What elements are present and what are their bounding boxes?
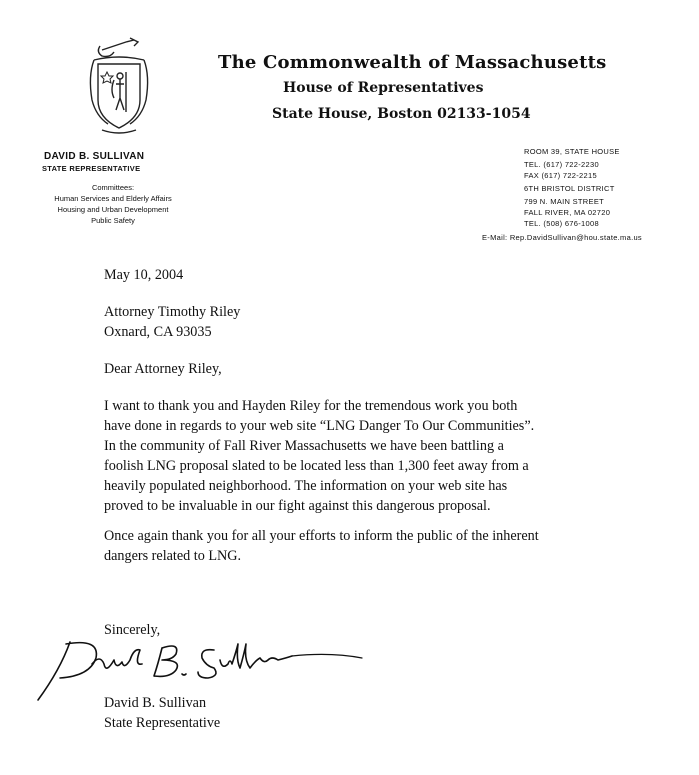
massachusetts-seal-icon [80,36,158,138]
signer-name: David B. Sullivan [104,695,207,711]
recipient-name: Attorney Timothy Riley [104,304,241,320]
paragraph-line: Once again thank you for all your efforts to inform the public of the inherent [104,528,539,544]
letterhead-house: House of Representatives [283,80,484,96]
committee-item: Public Safety [91,216,135,225]
committees-label: Committees: [91,183,135,192]
letterhead-title: The Commonwealth of Massachusetts [218,52,607,73]
office-tel: TEL. (617) 722-2230 [524,160,599,169]
letterhead-address: State House, Boston 02133-1054 [272,106,531,122]
paragraph-line: In the community of Fall River Massachusetts we have been battling a [104,438,504,454]
paragraph-line: foolish LNG proposal slated to be located less than 1,300 feet away from a [104,458,529,474]
recipient-city: Oxnard, CA 93035 [104,324,212,340]
representative-name: DAVID B. SULLIVAN [44,151,145,162]
paragraph-2 [104,526,539,566]
committee-item: Human Services and Elderly Affairs [54,194,172,203]
office-city: FALL RIVER, MA 02720 [524,208,611,217]
office-district: 6TH BRISTOL DISTRICT [524,184,615,193]
office-street: 799 N. MAIN STREET [524,197,605,206]
paragraph-line: heavily populated neighborhood. The information on your web site has [104,478,508,494]
office-fax: FAX (617) 722-2215 [524,171,597,180]
paragraph-line: I want to thank you and Hayden Riley for the tremendous work you both [104,398,518,414]
representative-title: STATE REPRESENTATIVE [42,164,141,173]
office-info [482,146,642,243]
signer-block [104,693,220,733]
closing: Sincerely, [104,622,161,638]
office-email: E-Mail: Rep.DavidSullivan@hou.state.ma.us [482,233,642,242]
office-district-tel: TEL. (508) 676-1008 [524,219,599,228]
signer-title: State Representative [104,715,221,731]
recipient-address [104,302,240,342]
letter-date: May 10, 2004 [104,267,184,283]
paragraph-line: proved to be invaluable in our fight against this dangerous proposal. [104,498,491,514]
salutation: Dear Attorney Riley, [104,361,222,377]
paragraph-line: dangers related to LNG. [104,548,242,564]
office-room: ROOM 39, STATE HOUSE [524,147,620,156]
committees-block [20,182,206,226]
committee-item: Housing and Urban Development [57,205,169,214]
paragraph-line: have done in regards to your web site “LNG Danger To Our Communities”. [104,418,535,434]
paragraph-1 [104,396,534,516]
